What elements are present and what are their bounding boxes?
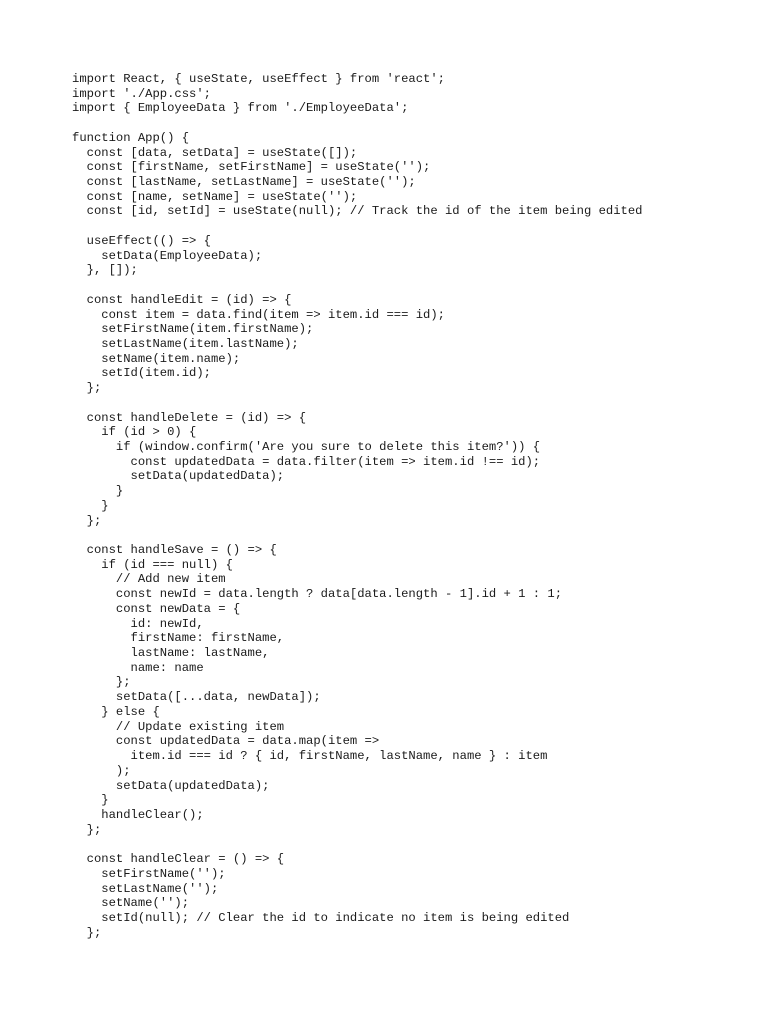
code-line: };: [72, 822, 102, 837]
code-line: setId(item.id);: [72, 366, 211, 381]
code-line: }: [72, 793, 109, 808]
code-line: const updatedData = data.map(item =>: [72, 734, 380, 749]
code-line: }, []);: [72, 263, 138, 278]
code-line: const newData = {: [72, 601, 241, 616]
code-line: setLastName(item.lastName);: [72, 336, 299, 351]
code-line: const handleEdit = (id) => {: [72, 292, 292, 307]
code-line: [72, 528, 752, 543]
code-line: setData(EmployeeData);: [72, 248, 263, 263]
code-line: };: [72, 381, 102, 396]
code-line: [72, 837, 752, 852]
code-line: name: name: [72, 660, 204, 675]
code-line: if (id > 0) {: [72, 425, 197, 440]
code-line: };: [72, 675, 131, 690]
code-line: const item = data.find(item => item.id === id);: [72, 307, 445, 322]
code-line: const [id, setId] = useState(null); // Track the id of the item being edited: [72, 204, 643, 219]
code-line: firstName: firstName,: [72, 631, 285, 646]
code-line: setName(item.name);: [72, 351, 241, 366]
code-line: setData([...data, newData]);: [72, 690, 321, 705]
code-line: }: [72, 498, 109, 513]
code-line: };: [72, 513, 102, 528]
code-line: if (window.confirm('Are you sure to delete this item?')) {: [72, 439, 541, 454]
code-line: const [firstName, setFirstName] = useState('');: [72, 160, 431, 175]
code-line: };: [72, 925, 102, 940]
code-line: [72, 278, 752, 293]
code-line: function App() {: [72, 130, 190, 145]
code-line: import React, { useState, useEffect } from 'react';: [72, 72, 445, 86]
code-line: if (id === null) {: [72, 557, 233, 572]
code-line: setData(updatedData);: [72, 469, 285, 484]
code-line: setFirstName(item.firstName);: [72, 322, 314, 337]
code-line: const [name, setName] = useState('');: [72, 189, 358, 204]
code-line: const newId = data.length ? data[data.length - 1].id + 1 : 1;: [72, 587, 563, 602]
code-line: const handleSave = () => {: [72, 543, 277, 557]
code-line: id: newId,: [72, 616, 204, 631]
code-line: // Update existing item: [72, 719, 285, 734]
code-line: item.id === id ? { id, firstName, lastName, name } : item: [72, 749, 548, 764]
code-line: // Add new item: [72, 572, 226, 587]
code-line: [72, 396, 752, 411]
code-line: setName('');: [72, 896, 190, 911]
code-line: handleClear();: [72, 807, 204, 822]
code-block: [72, 72, 752, 940]
code-line: const [lastName, setLastName] = useState('');: [72, 175, 416, 190]
code-line: lastName: lastName,: [72, 646, 270, 661]
code-line: const updatedData = data.filter(item => item.id !== id);: [72, 454, 541, 469]
code-line: [72, 219, 752, 234]
code-line: const handleClear = () => {: [72, 852, 285, 867]
code-line: );: [72, 763, 131, 778]
code-line: import { EmployeeData } from './EmployeeData';: [72, 101, 409, 116]
code-line: const handleDelete = (id) => {: [72, 410, 307, 425]
code-line: import './App.css';: [72, 86, 211, 101]
code-line: }: [72, 484, 124, 499]
code-line: setLastName('');: [72, 881, 219, 896]
code-line: setData(updatedData);: [72, 778, 270, 793]
code-line: setId(null); // Clear the id to indicate no item is being edited: [72, 910, 570, 925]
code-line: useEffect(() => {: [72, 233, 211, 248]
code-line: } else {: [72, 704, 160, 719]
code-line: const [data, setData] = useState([]);: [72, 145, 358, 160]
code-line: setFirstName('');: [72, 866, 226, 881]
code-line: [72, 116, 752, 131]
